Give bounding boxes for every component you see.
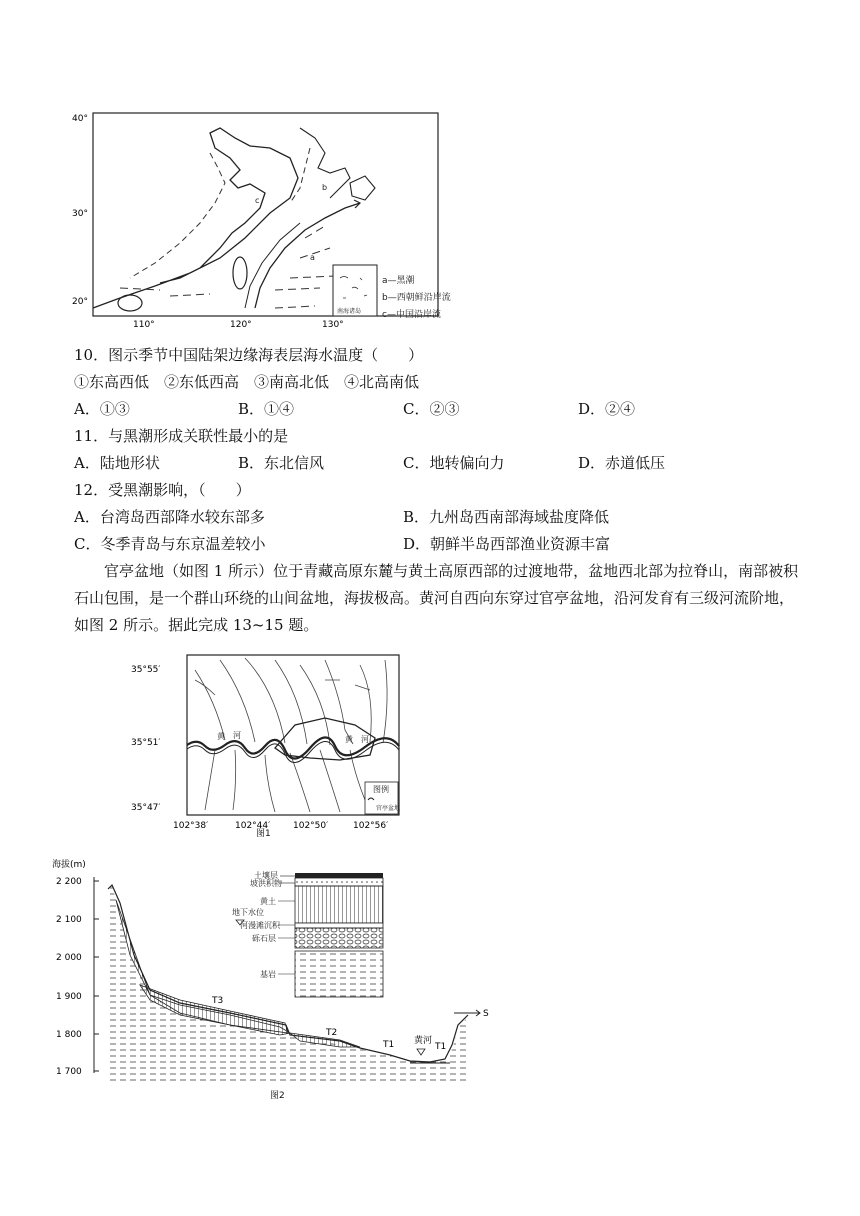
fig1-lon-tick: 102°56′ bbox=[353, 821, 389, 831]
layer-label: 坡洪积物 bbox=[250, 879, 282, 888]
kuroshio-map-svg bbox=[60, 108, 510, 328]
question-10-stem: 10．图示季节中国陆架边缘海表层海水温度（ ） bbox=[74, 346, 424, 364]
reading-passage: 官亭盆地（如图 1 所示）位于青藏高原东麓与黄土高原西部的过渡地带，盆地西北部为拉脊山，南部被积石山包围，是一个群山环绕的山间盆地，海拔极高。黄河自西向东穿过官亭盆地，沿河发育有三级河流阶地，如图 2 所示。据此完成 13~15 题。 bbox=[74, 562, 799, 634]
option-12-a[interactable]: A．台湾岛西部降水较东部多 bbox=[74, 508, 265, 526]
figure-1 bbox=[125, 650, 425, 840]
figure-1-caption: 图1 bbox=[256, 829, 271, 839]
lat-tick: 40° bbox=[72, 114, 88, 124]
lon-tick: 130° bbox=[322, 320, 344, 328]
fig2-y-tick: 2 200 bbox=[56, 877, 82, 887]
option-10-b[interactable]: B．①④ bbox=[238, 400, 295, 418]
option-12-c[interactable]: C．冬季青岛与东京温差较小 bbox=[74, 535, 266, 553]
kuroshio-map bbox=[60, 108, 510, 328]
river-label: 黄 bbox=[345, 735, 353, 744]
question-11-stem: 11．与黑潮形成关联性最小的是 bbox=[74, 427, 289, 445]
option-11-d[interactable]: D．赤道低压 bbox=[578, 454, 666, 472]
river-label: 黄河 bbox=[414, 1036, 433, 1046]
inset-label: 南海诸岛 bbox=[337, 308, 362, 315]
label-a: a bbox=[310, 253, 315, 262]
river-label: 河 bbox=[233, 731, 241, 740]
terrace-label: T3 bbox=[212, 996, 224, 1006]
option-12-b[interactable]: B．九州岛西南部海域盐度降低 bbox=[403, 508, 610, 526]
fig2-y-tick: 1 700 bbox=[56, 1067, 82, 1077]
fig1-legend-item: 官亭盆地 bbox=[376, 805, 401, 812]
figure-2-caption: 图2 bbox=[270, 1091, 285, 1101]
option-11-b[interactable]: B．东北信风 bbox=[238, 454, 325, 472]
layer-label: 河漫滩沉积 bbox=[240, 921, 280, 930]
fig2-y-tick: 1 900 bbox=[56, 992, 82, 1002]
fig2-y-tick: 2 000 bbox=[56, 953, 82, 963]
legend-b: b—西朝鲜沿岸流 bbox=[382, 293, 451, 303]
layer-label: 黄土 bbox=[260, 897, 276, 906]
option-10-a[interactable]: A．①③ bbox=[74, 400, 130, 418]
fig2-direction: S bbox=[483, 1009, 489, 1019]
fig2-y-tick: 2 100 bbox=[56, 915, 82, 925]
option-11-c[interactable]: C．地转偏向力 bbox=[403, 454, 505, 472]
figure-2 bbox=[50, 855, 490, 1115]
option-11-a[interactable]: A．陆地形状 bbox=[74, 454, 160, 472]
lon-tick: 110° bbox=[133, 320, 155, 328]
fig2-y-tick: 1 800 bbox=[56, 1030, 82, 1040]
question-12-stem: 12．受黑潮影响，（ ） bbox=[74, 481, 251, 499]
layer-label: 基岩 bbox=[260, 970, 276, 979]
lon-tick: 120° bbox=[230, 320, 252, 328]
river-label: 河 bbox=[361, 735, 369, 744]
option-10-c[interactable]: C．②③ bbox=[403, 400, 460, 418]
option-10-d[interactable]: D．②④ bbox=[578, 400, 636, 418]
river-label: 黄 bbox=[217, 732, 225, 741]
figure-1-svg bbox=[125, 650, 425, 840]
question-10-statements: ①东高西低 ②东低西高 ③南高北低 ④北高南低 bbox=[74, 373, 420, 391]
fig1-lat-tick: 35°55′ bbox=[131, 665, 161, 675]
option-12-d[interactable]: D．朝鲜半岛西部渔业资源丰富 bbox=[403, 535, 611, 553]
fig1-legend-title: 图例 bbox=[373, 785, 389, 794]
legend-a: a—黑潮 bbox=[382, 276, 415, 286]
fig1-lon-tick: 102°38′ bbox=[173, 821, 209, 831]
lat-tick: 20° bbox=[72, 297, 88, 307]
terrace-label: T1 bbox=[383, 1040, 395, 1050]
terrace-label: T2 bbox=[326, 1028, 338, 1038]
legend-c: c—中国沿岸流 bbox=[382, 310, 441, 320]
layer-label: 土壤层 bbox=[254, 871, 278, 880]
layer-label: 地下水位 bbox=[232, 908, 264, 917]
fig2-y-title: 海拔(m) bbox=[52, 860, 86, 870]
label-c: c bbox=[255, 196, 260, 205]
label-b: b bbox=[322, 183, 328, 192]
fig1-lat-tick: 35°47′ bbox=[131, 803, 161, 813]
fig1-lon-tick: 102°44′ bbox=[235, 821, 271, 831]
fig1-lon-tick: 102°50′ bbox=[293, 821, 329, 831]
layer-label: 砾石层 bbox=[252, 934, 276, 943]
figure-2-svg bbox=[50, 855, 490, 1115]
fig1-lat-tick: 35°51′ bbox=[131, 738, 161, 748]
terrace-label: T1 bbox=[435, 1042, 447, 1052]
lat-tick: 30° bbox=[72, 209, 88, 219]
